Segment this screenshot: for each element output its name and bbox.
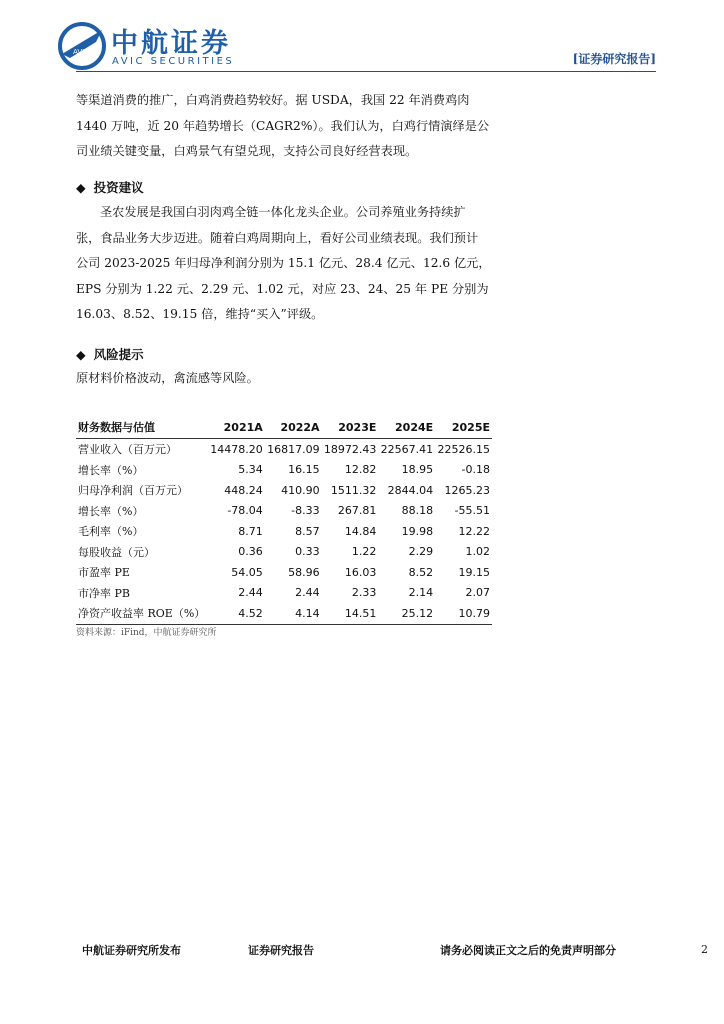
- logo-chinese-text: 中航证券: [111, 28, 231, 59]
- investment-paragraph: [76, 200, 492, 328]
- table-cell: 2.29: [408, 545, 434, 559]
- table-cell: 22567.41: [380, 442, 434, 456]
- page-header: [0, 0, 724, 80]
- diamond-bullet-icon: ◆: [76, 180, 86, 195]
- table-cell: 每股收益（元）: [78, 545, 155, 559]
- table-cell: 448.24: [224, 483, 263, 497]
- table-cell: 1511.32: [330, 483, 377, 497]
- footer-report-type: 证券研究报告: [248, 944, 314, 957]
- table-header-cell: 2021A: [208, 416, 265, 439]
- intro-paragraph: [76, 88, 492, 165]
- table-cell: 0.33: [295, 545, 320, 559]
- table-cell: 267.81: [337, 504, 377, 518]
- table-cell: 增长率（%）: [78, 504, 144, 518]
- diamond-bullet-icon: ◆: [76, 347, 86, 362]
- risk-paragraph: [76, 366, 492, 392]
- table-cell: -78.04: [227, 504, 263, 518]
- table-cell: 2.44: [238, 586, 263, 600]
- table-cell: 14.84: [344, 524, 377, 538]
- table-cell: 5.34: [238, 463, 263, 477]
- table-cell: 16.15: [288, 463, 320, 477]
- table-cell: 市盈率 PE: [78, 566, 130, 580]
- risk-section-title: [76, 345, 144, 363]
- table-cell: 增长率（%）: [78, 463, 144, 477]
- investment-section-title: [76, 178, 144, 196]
- risk-text: 原材料价格波动，禽流感等风险。: [76, 371, 259, 385]
- table-cell: 58.96: [288, 565, 320, 579]
- table-cell: 0.36: [238, 545, 263, 559]
- table-cell: 2.07: [465, 586, 490, 600]
- table-header-cell: 2024E: [378, 416, 435, 439]
- table-cell: 4.14: [265, 603, 322, 624]
- page-number: 2: [701, 943, 708, 956]
- table-cell: 1.02: [465, 545, 490, 559]
- table-cell: 归母净利润（百万元）: [78, 484, 188, 498]
- table-cell: 18972.43: [323, 442, 377, 456]
- table-cell: 2.14: [408, 586, 434, 600]
- intro-line: 等渠道消费的推广，白鸡消费趋势较好。据 USDA，我国 22 年消费鸡肉: [76, 93, 470, 107]
- table-cell: 18.95: [401, 463, 434, 477]
- investment-title-text: 投资建议: [93, 180, 144, 195]
- table-cell: 54.05: [231, 565, 263, 579]
- table-cell: 2.33: [351, 586, 377, 600]
- svg-text:AVIC: AVIC: [73, 48, 90, 56]
- table-cell: 14.51: [322, 603, 379, 624]
- table-cell: 88.18: [401, 504, 434, 518]
- table-cell: 1265.23: [444, 483, 490, 497]
- table-row: [76, 542, 492, 563]
- report-type-tag: [证券研究报告]: [572, 52, 656, 66]
- table-cell: 410.90: [281, 483, 320, 497]
- intro-line: 司业绩关键变量，白鸡景气有望兑现，支持公司良好经营表现。: [76, 144, 418, 158]
- risk-title-text: 风险提示: [93, 347, 144, 362]
- investment-line: 圣农发展是我国白羽肉鸡全链一体化龙头企业。公司养殖业务持续扩: [100, 205, 466, 219]
- table-cell: 市净率 PB: [78, 586, 130, 600]
- investment-line: 张，食品业务大步迈进。随着白鸡周期向上，看好公司业绩表现。我们预计: [76, 230, 479, 245]
- table-cell: 19.98: [401, 524, 434, 538]
- table-row: [76, 603, 492, 624]
- table-cell: 营业收入（百万元）: [78, 443, 177, 457]
- table-cell: 8.57: [295, 524, 320, 538]
- table-header-cell: 2023E: [322, 416, 379, 439]
- intro-line: 1440 万吨，近 20 年趋势增长（CAGR2%）。我们认为，白鸡行情演绎是公: [76, 118, 490, 133]
- logo-english-text: AVIC SECURITIES: [112, 56, 235, 67]
- table-cell: 净资产收益率 ROE（%）: [76, 603, 208, 624]
- table-cell: 22526.15: [437, 442, 490, 456]
- table-cell: 8.52: [408, 565, 434, 579]
- investment-line: 公司 2023-2025 年归母净利润分别为 15.1 亿元、28.4 亿元、12.6 亿元，: [76, 256, 491, 270]
- table-row: [76, 501, 492, 522]
- table-row: [76, 521, 492, 542]
- table-cell: 16817.09: [267, 442, 320, 456]
- table-header-cell: 财务数据与估值: [76, 416, 208, 439]
- table-cell: -8.33: [291, 504, 320, 518]
- table-cell: 14478.20: [210, 442, 263, 456]
- table-cell: 8.71: [238, 524, 263, 538]
- footer-publisher: 中航证券研究所发布: [82, 944, 181, 957]
- table-cell: 12.82: [344, 463, 377, 477]
- table-header-cell: 2025E: [435, 416, 492, 439]
- investment-line: 16.03、8.52、19.15 倍，维持“买入”评级。: [76, 307, 324, 321]
- table-header-row: [76, 416, 492, 439]
- table-source-note: 资料来源：iFind，中航证券研究所: [76, 628, 217, 638]
- table-row: [76, 562, 492, 583]
- table-cell: 2.44: [295, 586, 320, 600]
- table-cell: 16.03: [344, 565, 377, 579]
- table-cell: 毛利率（%）: [78, 525, 144, 539]
- investment-line: EPS 分别为 1.22 元、2.29 元、1.02 元，对应 23、24、25 年 PE 分别为: [76, 281, 489, 296]
- table-cell: -0.18: [461, 463, 490, 477]
- table-row: [76, 583, 492, 604]
- table-cell: 1.22: [351, 545, 377, 559]
- footer-disclaimer: 请务必阅读正文之后的免责声明部分: [440, 944, 616, 957]
- table-cell: 2844.04: [387, 483, 434, 497]
- table-cell: 25.12: [378, 603, 435, 624]
- table-cell: 19.15: [458, 565, 490, 579]
- table-cell: 10.79: [435, 603, 492, 624]
- table-header-cell: 2022A: [265, 416, 322, 439]
- table-cell: 12.22: [458, 524, 490, 538]
- avic-logo-icon: [56, 20, 108, 70]
- table-cell: -55.51: [454, 504, 490, 518]
- table-row: [76, 480, 492, 501]
- table-row: [76, 460, 492, 481]
- table-row: [76, 439, 492, 460]
- table-cell: 4.52: [208, 603, 265, 624]
- header-divider: [76, 71, 656, 72]
- financial-table: [76, 416, 492, 625]
